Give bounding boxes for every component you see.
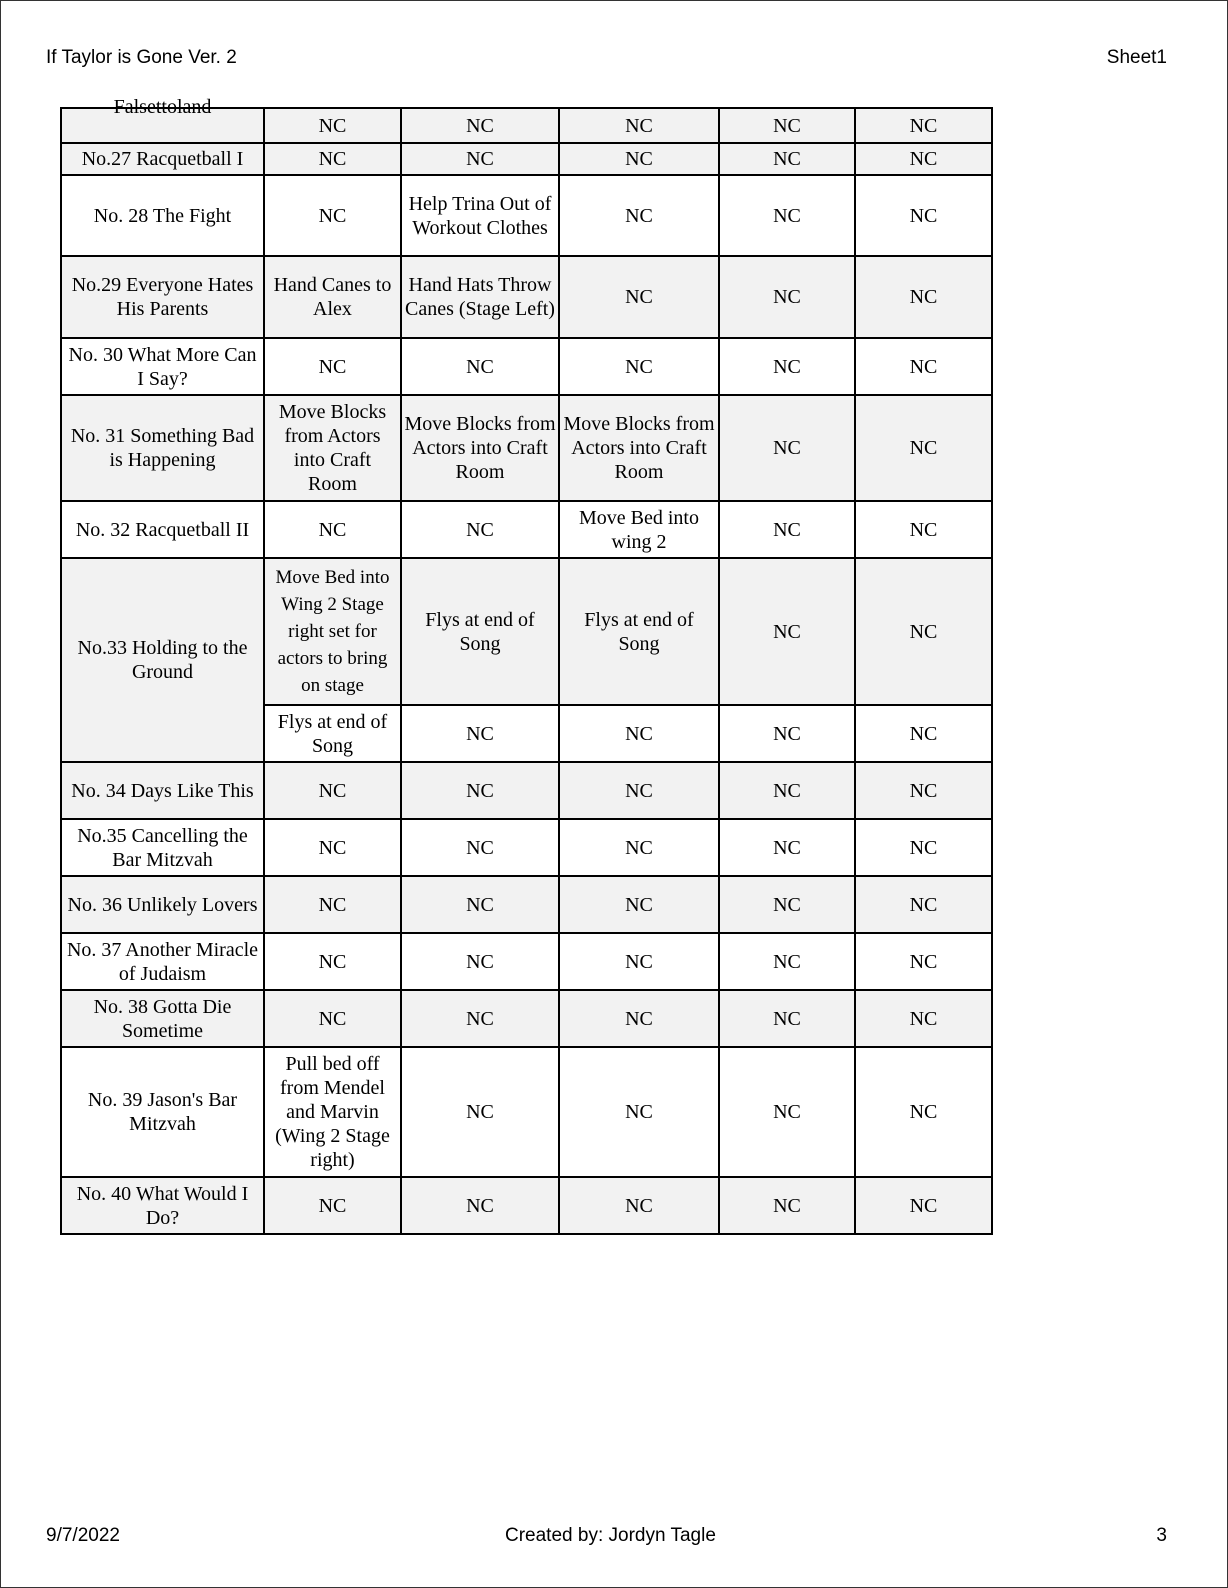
cue-cell: NC [855, 395, 992, 501]
cue-cell: NC [855, 108, 992, 143]
cue-cell: Pull bed off from Mendel and Marvin (Wing 2 Stage right) [264, 1047, 401, 1177]
cue-cell: NC [855, 1177, 992, 1234]
cue-cell: NC [559, 762, 719, 819]
cue-cell: NC [855, 143, 992, 175]
song-label: Falsettoland [113, 96, 212, 118]
cue-cell: NC [559, 876, 719, 933]
cue-cell: NC [719, 108, 855, 143]
table-row [61, 175, 992, 256]
table-row [61, 338, 992, 395]
cue-cell: NC [559, 819, 719, 876]
cue-cell: NC [401, 108, 559, 143]
cue-cell: NC [855, 175, 992, 256]
cue-cell: NC [719, 762, 855, 819]
song-cell: No. 40 What Would I Do? [61, 1177, 264, 1234]
table-row [61, 501, 992, 558]
print-date: 9/7/2022 [46, 1525, 120, 1546]
cue-cell: NC [264, 762, 401, 819]
cue-cell: NC [401, 338, 559, 395]
cue-cell: Move Bed into Wing 2 Stage right set for actors to bring on stage [264, 558, 401, 705]
table-row [61, 558, 992, 705]
table-row [61, 762, 992, 819]
cue-cell: NC [401, 876, 559, 933]
cue-cell: NC [264, 175, 401, 256]
cue-cell: NC [719, 395, 855, 501]
cue-cell: NC [264, 338, 401, 395]
cue-cell: NC [719, 256, 855, 338]
table-row [61, 876, 992, 933]
cue-cell: Move Blocks from Actors into Craft Room [559, 395, 719, 501]
cue-cell: NC [401, 1047, 559, 1177]
cue-cell: NC [401, 1177, 559, 1234]
cue-cell: Flys at end of Song [559, 558, 719, 705]
cue-cell: NC [401, 501, 559, 558]
cue-cell: NC [559, 338, 719, 395]
cue-cell: Flys at end of Song [264, 705, 401, 762]
cue-cell: Move Bed into wing 2 [559, 501, 719, 558]
cue-cell: NC [264, 108, 401, 143]
cue-cell: NC [855, 338, 992, 395]
cue-cell: NC [264, 501, 401, 558]
cue-cell: NC [401, 143, 559, 175]
cue-cell: NC [855, 762, 992, 819]
cue-table [60, 96, 993, 1235]
cue-cell: NC [719, 1177, 855, 1234]
song-cell: No. 39 Jason's Bar Mitzvah [61, 1047, 264, 1177]
table-row [61, 990, 992, 1047]
cue-cell: NC [719, 338, 855, 395]
table-row [61, 819, 992, 876]
song-cell: No. 30 What More Can I Say? [61, 338, 264, 395]
cue-cell: NC [719, 1047, 855, 1177]
cue-cell: NC [264, 819, 401, 876]
song-cell: No.33 Holding to the Ground [61, 558, 264, 762]
table-row [61, 143, 992, 175]
table-row [61, 933, 992, 990]
created-by: Created by: Jordyn Tagle [505, 1525, 716, 1546]
cue-cell: NC [401, 933, 559, 990]
cue-cell: NC [401, 705, 559, 762]
cue-cell: NC [719, 501, 855, 558]
cue-cell: NC [401, 819, 559, 876]
cue-cell: Move Blocks from Actors into Craft Room [264, 395, 401, 501]
cue-cell: NC [855, 1047, 992, 1177]
page-number: 3 [1156, 1525, 1167, 1546]
cue-cell: Hand Hats Throw Canes (Stage Left) [401, 256, 559, 338]
song-cell: No. 36 Unlikely Lovers [61, 876, 264, 933]
cue-cell: NC [264, 143, 401, 175]
cue-cell: NC [855, 256, 992, 338]
cue-cell: NC [855, 933, 992, 990]
song-cell [61, 96, 264, 143]
cue-cell: NC [719, 876, 855, 933]
cue-cell: NC [401, 762, 559, 819]
cue-cell: NC [559, 108, 719, 143]
cue-cell: NC [855, 990, 992, 1047]
song-cell: No. 32 Racquetball II [61, 501, 264, 558]
cue-cell: NC [559, 143, 719, 175]
table-row [61, 108, 992, 143]
cue-cell: NC [401, 990, 559, 1047]
song-cell: No. 34 Days Like This [61, 762, 264, 819]
cue-cell: NC [264, 876, 401, 933]
song-cell: No. 31 Something Bad is Happening [61, 395, 264, 501]
song-cell: No.35 Cancelling the Bar Mitzvah [61, 819, 264, 876]
cue-cell: Move Blocks from Actors into Craft Room [401, 395, 559, 501]
cue-cell: NC [559, 933, 719, 990]
cue-cell: Flys at end of Song [401, 558, 559, 705]
cue-cell: NC [855, 501, 992, 558]
song-cell: No. 37 Another Miracle of Judaism [61, 933, 264, 990]
table-row [61, 395, 992, 501]
cue-cell: NC [559, 175, 719, 256]
song-cell: No.29 Everyone Hates His Parents [61, 256, 264, 338]
cue-cell: NC [719, 558, 855, 705]
table-row [61, 1047, 992, 1177]
table-row [61, 256, 992, 338]
table-row [61, 1177, 992, 1234]
cue-cell: NC [559, 990, 719, 1047]
cue-cell: NC [559, 1177, 719, 1234]
cue-cell: NC [719, 705, 855, 762]
song-cell: No.27 Racquetball I [61, 143, 264, 175]
cue-cell: NC [264, 1177, 401, 1234]
cue-cell: NC [855, 876, 992, 933]
cue-cell: NC [719, 819, 855, 876]
cue-cell: NC [719, 143, 855, 175]
cue-cell: NC [719, 175, 855, 256]
cue-cell: NC [559, 1047, 719, 1177]
document-title: If Taylor is Gone Ver. 2 [46, 47, 237, 68]
cue-cell: NC [559, 256, 719, 338]
cue-cell: NC [855, 819, 992, 876]
cue-cell: Help Trina Out of Workout Clothes [401, 175, 559, 256]
cue-cell: NC [855, 558, 992, 705]
cue-cell: NC [264, 933, 401, 990]
cue-cell: NC [719, 990, 855, 1047]
cue-cell: NC [855, 705, 992, 762]
cue-cell: NC [559, 705, 719, 762]
cue-cell: NC [264, 990, 401, 1047]
cue-cell: NC [719, 933, 855, 990]
sheet-name: Sheet1 [1106, 47, 1167, 68]
song-cell: No. 38 Gotta Die Sometime [61, 990, 264, 1047]
cue-cell: Hand Canes to Alex [264, 256, 401, 338]
song-cell: No. 28 The Fight [61, 175, 264, 256]
